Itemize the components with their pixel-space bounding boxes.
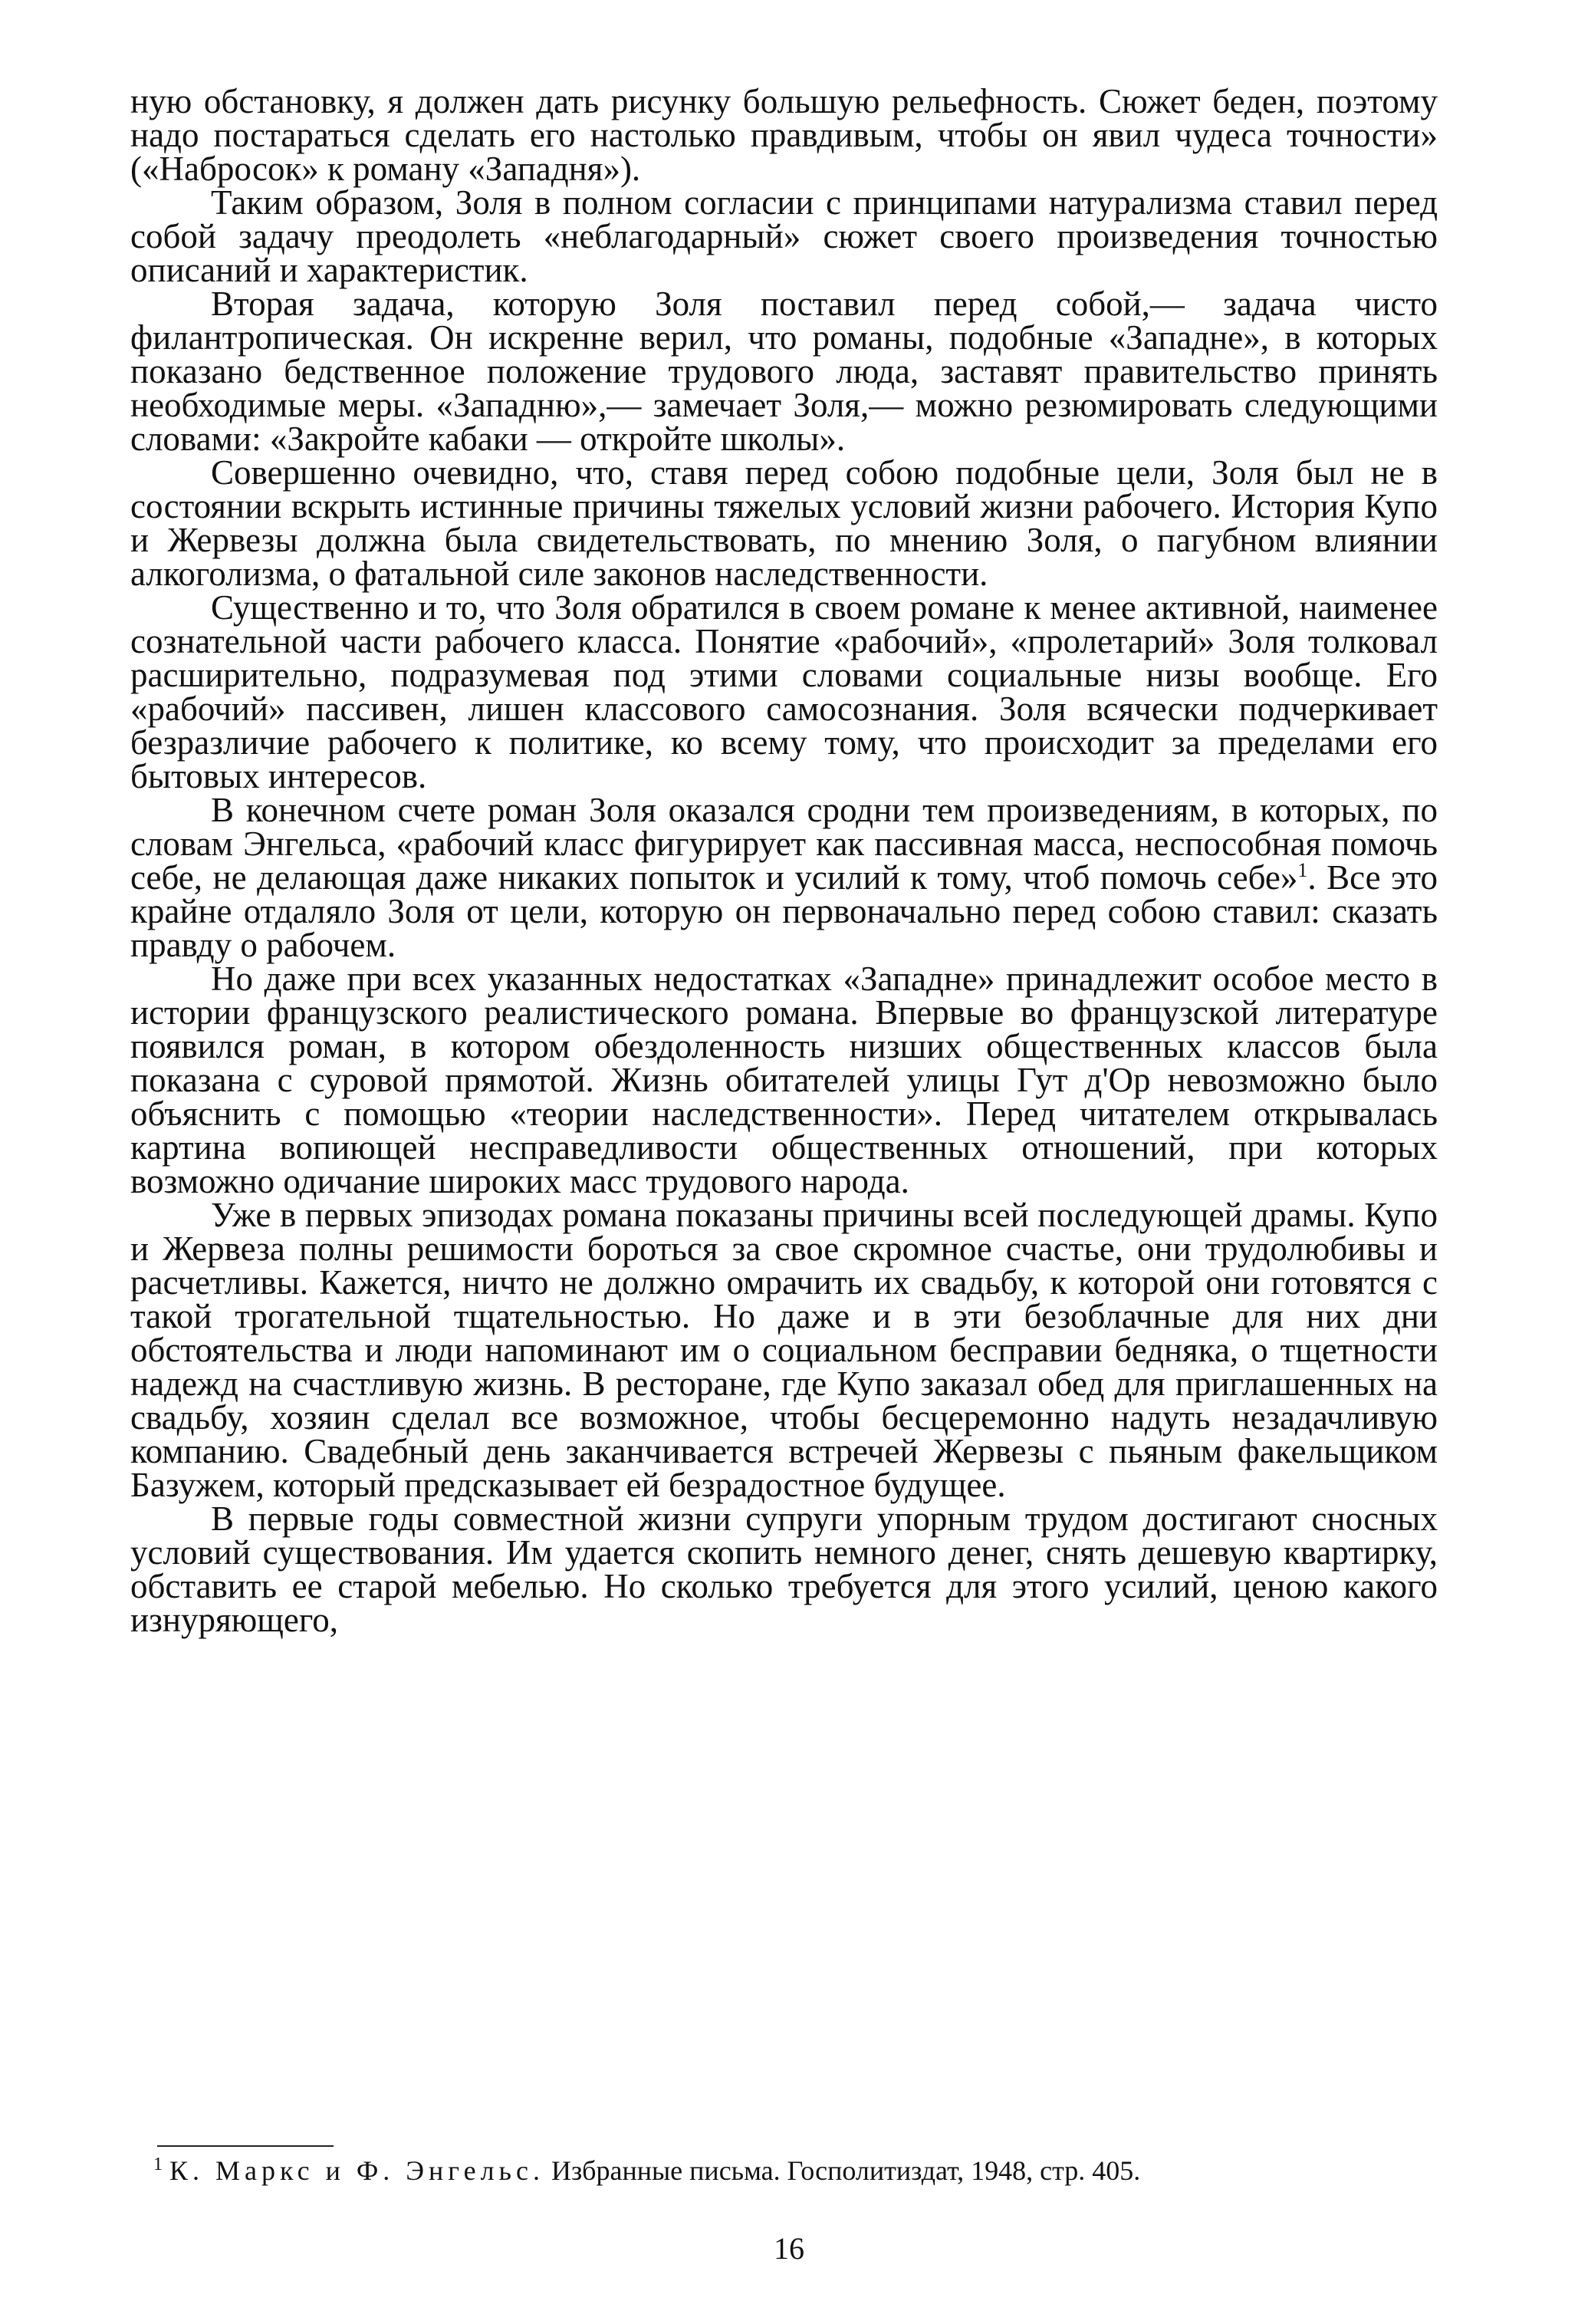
paragraph-7: Но даже при всех указанных недостатках «Западне» принадлежит особое место в истории французского реалистического романа. Впервые во французской литературе появился роман, в котором обездоленность низших общественных классов была показана с суровой прямотой. Жизнь обитателей улицы Гут д'Ор невозможно было объяснить с помощью «теории наследственности». Перед читателем открывалась картина вопиющей несправедливости общественных отношений, при которых возможно одичание широких масс трудового народа. <box>130 960 1438 1200</box>
paragraph-9: В первые годы совместной жизни супруги упорным трудом достигают сносных условий существования. Им удается скопить немного денег, снять дешевую квартирку, обставить ее старой мебелью. Но сколько требуется для этого усилий, ценою какого изнуряющего, <box>130 1499 1438 1639</box>
paragraph-3: Вторая задача, которую Золя поставил перед собой,— задача чисто филантропическая. Он искренне верил, что романы, подобные «Западне», в которых показано бедственное положение трудового люда, заставят правительство принять необходимые меры. «Западню»,— замечает Золя,— можно резюмировать следующими словами: «Закройте кабаки — откройте школы». <box>130 285 1438 458</box>
paragraph-6 <box>130 793 1438 962</box>
paragraph-6-text-after: . Все это крайне отдаляло Золя от цели, которую он первоначально перед собою ставил: сказать правду о рабочем. <box>130 858 1438 964</box>
footnote-citation: Избранные письма. Госполитиздат, 1948, стр. 405. <box>544 2155 1141 2186</box>
paragraph-5: Существенно и то, что Золя обратился в своем романе к менее активной, наименее сознательной части рабочего класса. Понятие «рабочий», «пролетарий» Золя толковал расширительно, подразумевая под этими словами социальные низы вообще. Его «рабочий» пассивен, лишен классового самосознания. Золя всячески подчеркивает безразличие рабочего к политике, ко всему тому, что происходит за пределами его бытовых интересов. <box>130 588 1438 795</box>
paragraph-1: ную обстановку, я должен дать рисунку большую рельефность. Сюжет беден, поэтому надо постараться сделать его настолько правдивым, чтобы он явил чудеса точности» («Набросок» к роману «Западня»). <box>130 82 1438 188</box>
footnote <box>153 2155 1438 2186</box>
paragraph-2: Таким образом, Золя в полном согласии с принципами натурализма ставил перед собой задачу преодолеть «неблагодарный» сюжет своего произведения точностью описаний и характеристик. <box>130 183 1438 289</box>
footnote-marker: 1 <box>153 2154 163 2174</box>
page-body <box>130 84 1438 1637</box>
footnote-authors: К. Маркс и Ф. Энгельс. <box>169 2155 544 2186</box>
paragraph-6-text-before: В конечном счете роман Золя оказался сродни тем произведениям, в которых, по словам Энгельса, «рабочий класс фигурирует как пассивная масса, неспособная помочь себе, не делающая даже никаких попыток и усилий к тому, чтоб помочь себе» <box>130 791 1438 897</box>
page-number: 16 <box>774 2231 804 2266</box>
footnote-reference: 1 <box>1297 859 1308 881</box>
paragraph-8: Уже в первых эпизодах романа показаны причины всей последующей драмы. Купо и Жервеза полны решимости бороться за свое скромное счастье, они трудолюбивы и расчетливы. Кажется, ничто не должно омрачить их свадьбу, к которой они готовятся с такой трогательной тщательностью. Но даже и в эти безоблачные для них дни обстоятельства и люди напоминают им о социальном бесправии бедняка, о тщетности надежд на счастливую жизнь. В ресторане, где Купо заказал обед для приглашенных на свадьбу, хозяин сделал все возможное, чтобы бесцеремонно надуть незадачливую компанию. Свадебный день заканчивается встречей Жервезы с пьяным факельщиком Базужем, который предсказывает ей безрадостное будущее. <box>130 1196 1438 1504</box>
footnote-divider <box>157 2145 334 2147</box>
paragraph-4: Совершенно очевидно, что, ставя перед собою подобные цели, Золя был не в состоянии вскрыть истинные причины тяжелых условий жизни рабочего. История Купо и Жервезы должна была свидетельствовать, по мнению Золя, о пагубном влиянии алкоголизма, о фатальной силе законов наследственности. <box>130 453 1438 593</box>
